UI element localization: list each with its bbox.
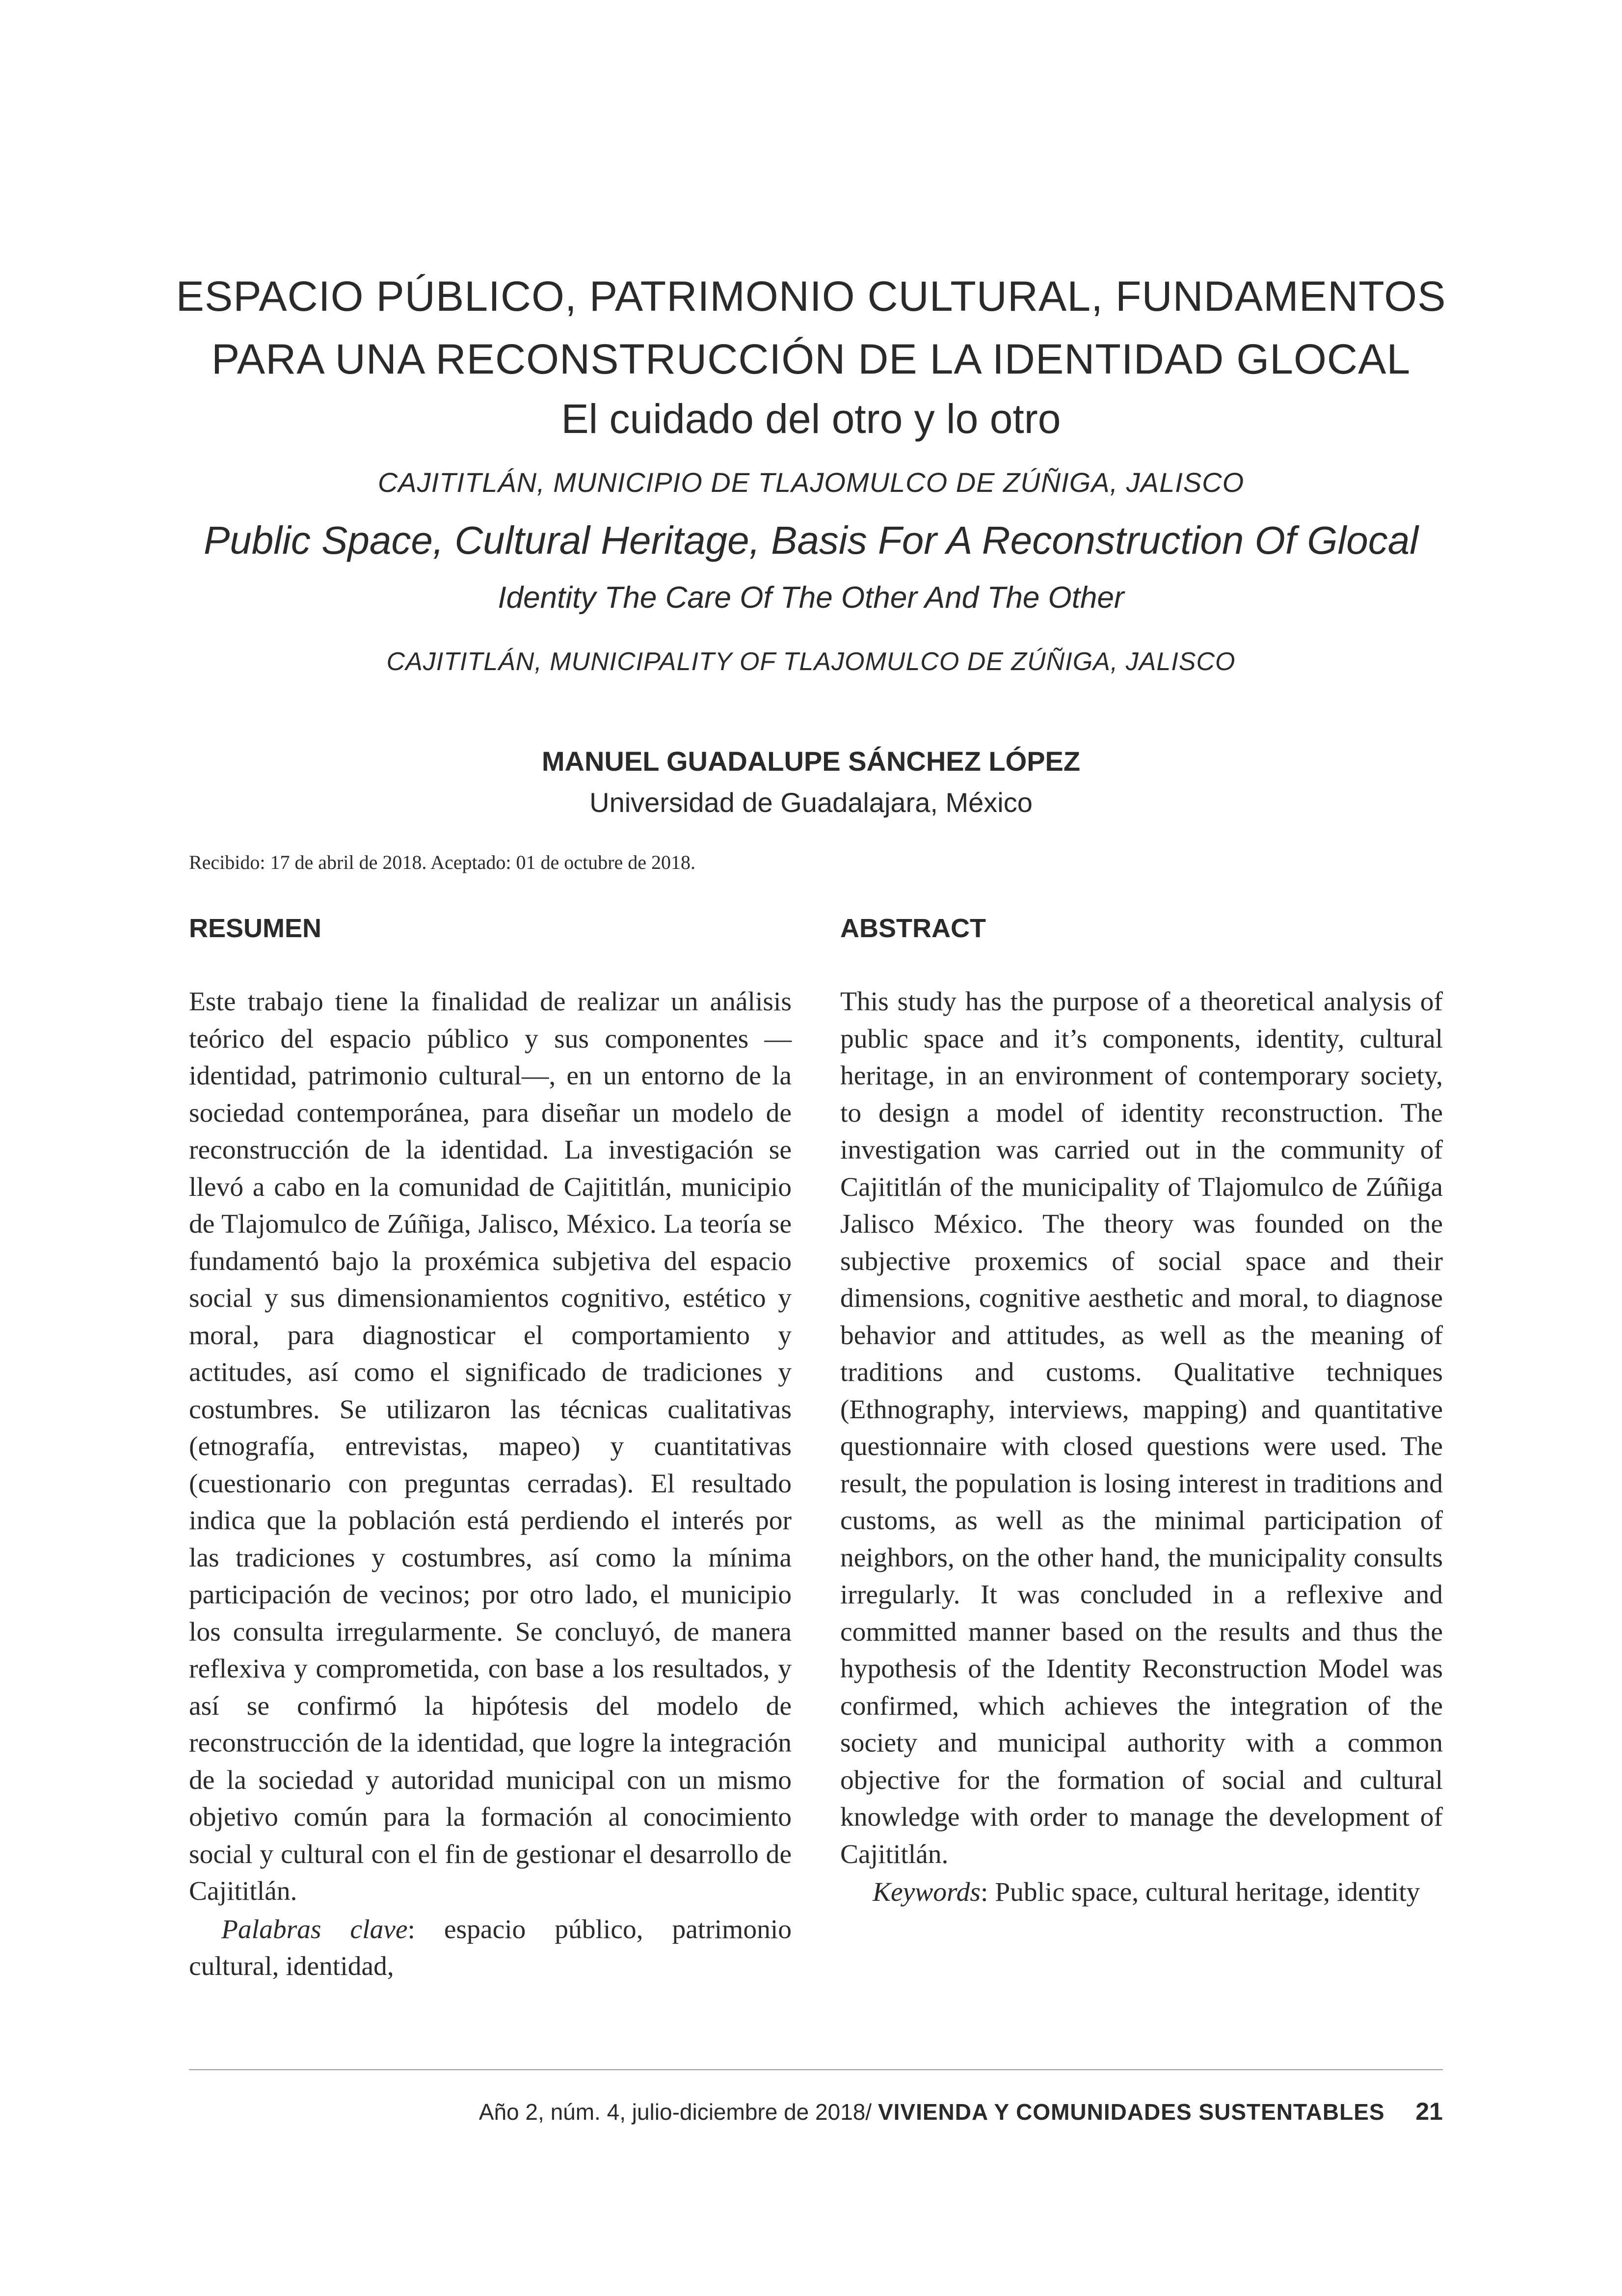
author-affiliation: Universidad de Guadalajara, México [589, 787, 1033, 818]
page-number: 21 [1415, 2098, 1443, 2125]
article-title-line-1: ESPACIO PÚBLICO, PATRIMONIO CULTURAL, FUNDAMENTOS [176, 273, 1446, 320]
article-title-en-line-1: Public Space, Cultural Heritage, Basis For A Reconstruction Of Glocal [203, 518, 1419, 562]
footer-issue: Año 2, núm. 4, julio-diciembre de 2018/ [479, 2099, 872, 2125]
abstract-column [840, 983, 1443, 1911]
article-title-en-line-2: Identity The Care Of The Other And The Other [498, 581, 1124, 615]
article-place-es: CAJITITLÁN, MUNICIPIO DE TLAJOMULCO DE ZÚÑIGA, JALISCO [377, 467, 1245, 498]
article-title-line-2: PARA UNA RECONSTRUCCIÓN DE LA IDENTIDAD GLOCAL [211, 336, 1411, 383]
footer-divider [189, 2069, 1443, 2070]
footer-journal-name: VIVIENDA Y COMUNIDADES SUSTENTABLES [877, 2099, 1385, 2125]
resumen-body: Este trabajo tiene la finalidad de realizar un análisis teórico del espacio público y sus componentes —identidad, patrimonio cultural—, en un entorno de la sociedad contemporánea, para diseñar un modelo de reconstrucción de la identidad. La investigación se llevó a cabo en la comunidad de Cajititlán, municipio de Tlajomulco de Zúñiga, Jalisco, México. La teoría se fundamentó bajo la proxémica subjetiva del espacio social y sus dimensionamientos cognitivo, estético y moral, para diagnosticar el comportamiento y actitudes, así como el significado de tradiciones y costumbres. Se utilizaron las técnicas cualitativas (etnografía, entrevistas, mapeo) y cuantitativas (cuestionario con preguntas cerradas). El resultado indica que la población está perdiendo el interés por las tradiciones y costumbres, así como la mínima participación de vecinos; por otro lado, el municipio los consulta irregularmente. Se concluyó, de manera reflexiva y comprometida, con base a los resultados, y así se confirmó la hipótesis del modelo de reconstrucción de la identidad, que logre la integración de la sociedad y autoridad municipal con un mismo objetivo común para la formación al conocimiento social y cultural con el fin de gestionar el desarrollo de Cajititlán. [189, 987, 792, 1906]
author-name: MANUEL GUADALUPE SÁNCHEZ LÓPEZ [541, 746, 1081, 777]
article-place-en: CAJITITLÁN, MUNICIPALITY OF TLAJOMULCO DE ZÚÑIGA, JALISCO [386, 648, 1236, 676]
abstract-keywords-text: : Public space, cultural heritage, identity [980, 1877, 1420, 1907]
abstract-heading: ABSTRACT [840, 914, 986, 943]
resumen-keywords-text: : espacio público, patrimonio cultural, identidad, [189, 1914, 792, 1981]
resumen-column [189, 983, 792, 1985]
abstract-keywords [840, 1874, 1443, 1911]
resumen-keywords [189, 1911, 792, 1985]
abstract-keywords-label: Keywords [873, 1877, 981, 1907]
article-subtitle: El cuidado del otro y lo otro [561, 396, 1061, 442]
page-footer [479, 2097, 1443, 2126]
resumen-keywords-label: Palabras clave [221, 1914, 408, 1945]
resumen-heading: RESUMEN [189, 914, 322, 943]
received-accepted-dates: Recibido: 17 de abril de 2018. Aceptado: 01 de octubre de 2018. [189, 851, 695, 873]
abstract-body: This study has the purpose of a theoretical analysis of public space and it’s components, identity, cultural heritage, in an environment of contemporary society, to design a model of identity reconstruction. The investigation was carried out in the community of Cajititlán of the municipality of Tlajomulco de Zúñiga Jalisco México. The theory was founded on the subjective proxemics of social space and their dimensions, cognitive aesthetic and moral, to diagnose behavior and attitudes, as well as the meaning of traditions and customs. Qualitative techniques (Ethnography, interviews, mapping) and quantitative questionnaire with closed questions were used. The result, the population is losing interest in traditions and customs, as well as the minimal participation of neighbors, on the other hand, the municipality consults irregularly. It was concluded in a reflexive and committed manner based on the results and thus the hypothesis of the Identity Reconstruction Model was confirmed, which achieves the integration of the society and municipal authority with a common objective for the formation of social and cultural knowledge with order to manage the development of Cajititlán. [840, 987, 1443, 1869]
